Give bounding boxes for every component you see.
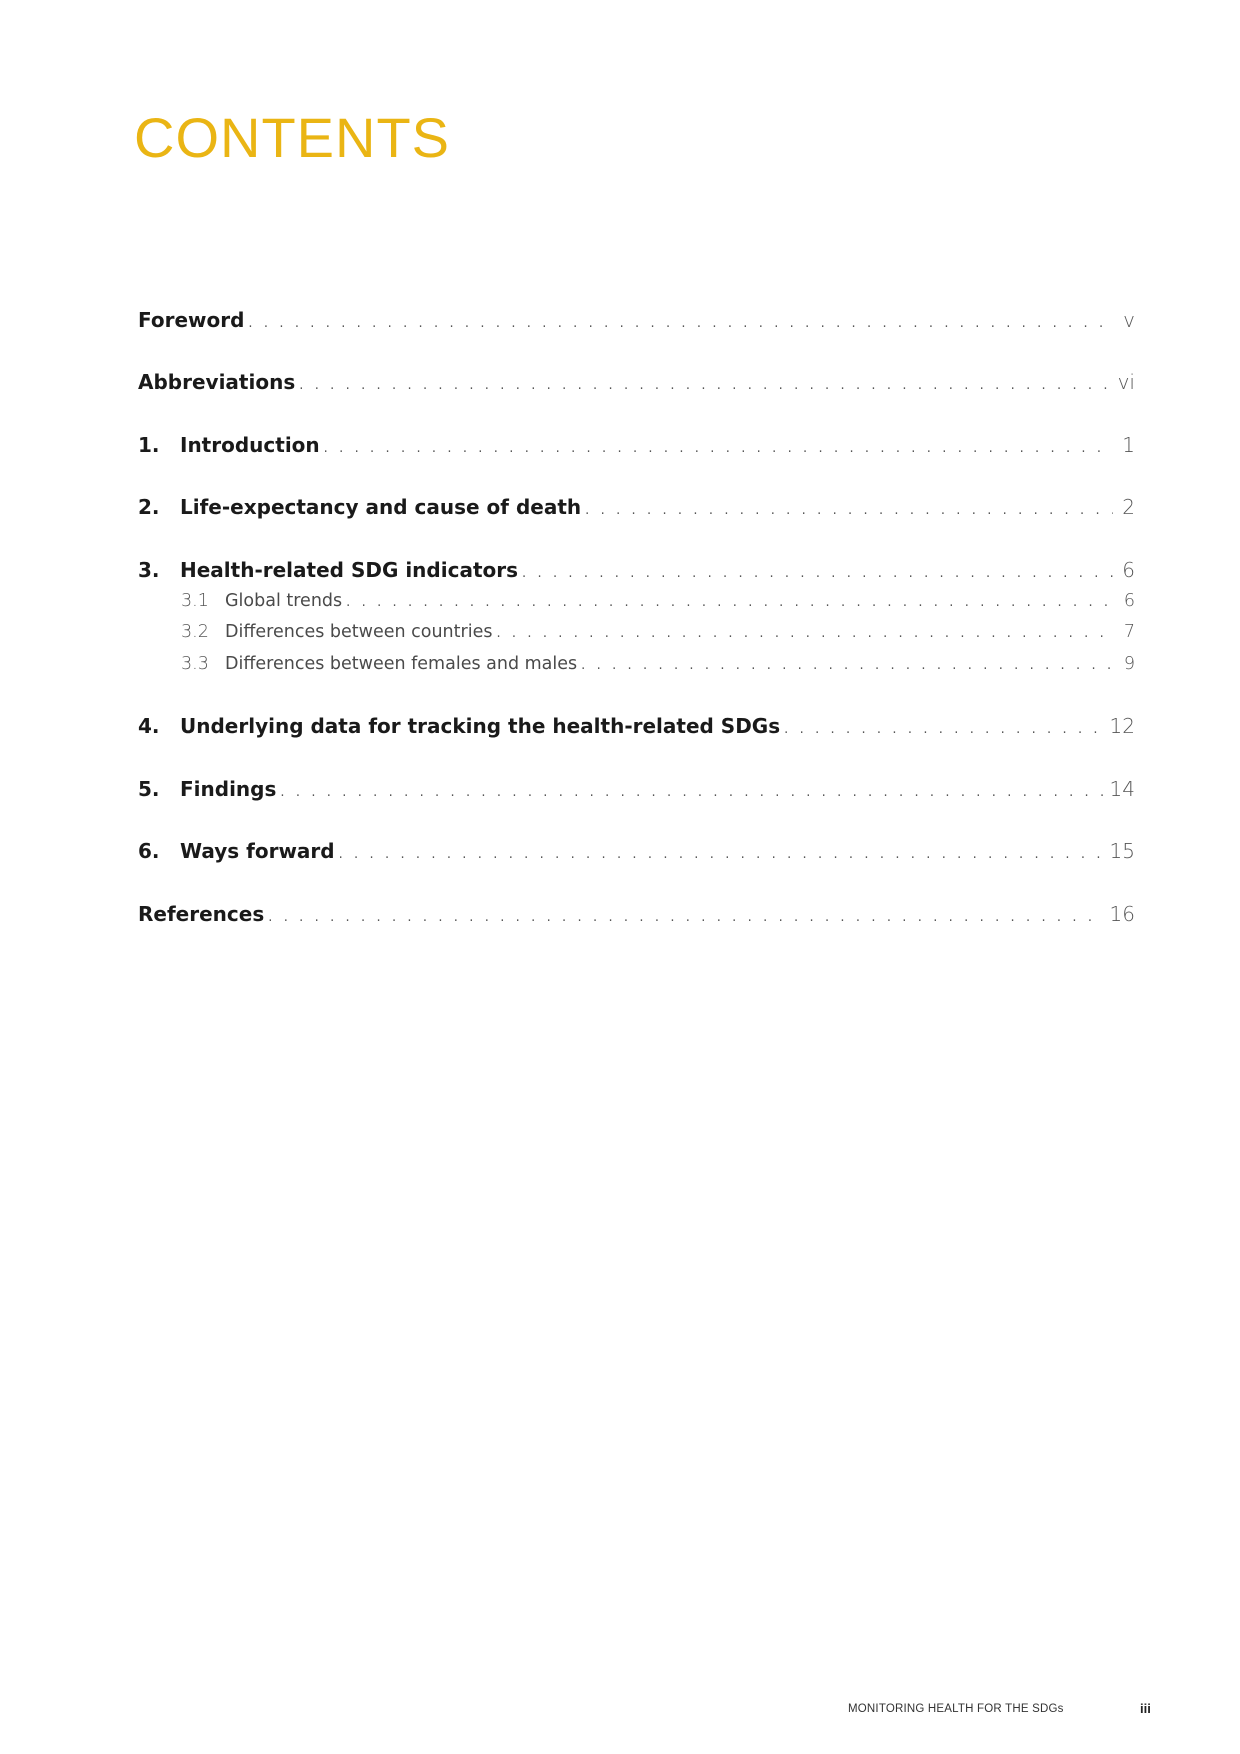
toc-page-number: 14 (1109, 777, 1135, 801)
footer-page-number: iii (1140, 1701, 1151, 1716)
toc-number: 1. (138, 433, 160, 457)
toc-number: 2. (138, 495, 160, 519)
toc-number: 3. (138, 558, 160, 582)
toc-page-number: 6 (1122, 558, 1135, 582)
toc-leader-dots (496, 626, 1113, 641)
toc-entry-foreword[interactable] (138, 308, 1135, 338)
toc-entry-introduction[interactable] (138, 433, 1135, 463)
toc-label: Life-expectancy and cause of death (180, 495, 582, 519)
toc-entry-underlying-data[interactable] (138, 714, 1135, 744)
toc-label: Introduction (180, 433, 320, 457)
toc-page-number: 7 (1123, 622, 1135, 642)
toc-page-number: 16 (1109, 902, 1135, 926)
toc-label: Health-related SDG indicators (180, 558, 519, 582)
toc-label: Underlying data for tracking the health-related SDGs (180, 714, 781, 738)
toc-entry-life-expectancy[interactable] (138, 495, 1135, 525)
toc-number: 5. (138, 777, 160, 801)
toc-label: Differences between countries (225, 622, 493, 642)
toc-leader-dots (581, 658, 1113, 673)
toc-page-number: 1 (1122, 433, 1135, 457)
toc-number: 3.1 (181, 591, 209, 611)
toc-number: 3.3 (181, 654, 209, 674)
toc-label: References (138, 902, 265, 926)
toc-number: 3.2 (181, 622, 209, 642)
toc-leader-dots (324, 441, 1113, 456)
toc-subentry-differences-between-countries[interactable] (138, 622, 1135, 648)
toc-page-number: 12 (1109, 714, 1135, 738)
toc-leader-dots (248, 316, 1113, 331)
footer-publication-title: MONITORING HEALTH FOR THE SDGs (848, 1703, 1064, 1715)
toc-label: Differences between females and males (225, 654, 578, 674)
toc-page-number: 6 (1123, 591, 1135, 611)
toc-entry-abbreviations[interactable] (138, 370, 1135, 400)
toc-label: Foreword (138, 308, 245, 332)
toc-leader-dots (280, 785, 1103, 800)
toc-label: Findings (180, 777, 277, 801)
toc-leader-dots (299, 378, 1111, 393)
toc-entry-findings[interactable] (138, 777, 1135, 807)
toc-label: Global trends (225, 591, 343, 611)
toc-page-number: 15 (1109, 839, 1135, 863)
toc-number: 6. (138, 839, 160, 863)
toc-page-number: v (1123, 308, 1135, 332)
toc-entry-references[interactable] (138, 902, 1135, 932)
toc-label: Abbreviations (138, 370, 296, 394)
toc-page-number: vi (1117, 370, 1135, 394)
toc-entry-ways-forward[interactable] (138, 839, 1135, 869)
toc-leader-dots (268, 910, 1103, 925)
toc-leader-dots (522, 566, 1113, 581)
toc-subentry-global-trends[interactable] (138, 591, 1135, 617)
toc-leader-dots (346, 595, 1113, 610)
toc-leader-dots (339, 847, 1104, 862)
toc-number: 4. (138, 714, 160, 738)
toc-page-number: 2 (1122, 495, 1135, 519)
toc-leader-dots (585, 503, 1113, 518)
toc-page-number: 9 (1123, 654, 1135, 674)
page-title: CONTENTS (134, 106, 450, 169)
toc-leader-dots (784, 722, 1103, 737)
toc-label: Ways forward (180, 839, 335, 863)
toc-subentry-differences-females-males[interactable] (138, 654, 1135, 680)
toc-entry-health-related-sdg-indicators[interactable] (138, 558, 1135, 588)
